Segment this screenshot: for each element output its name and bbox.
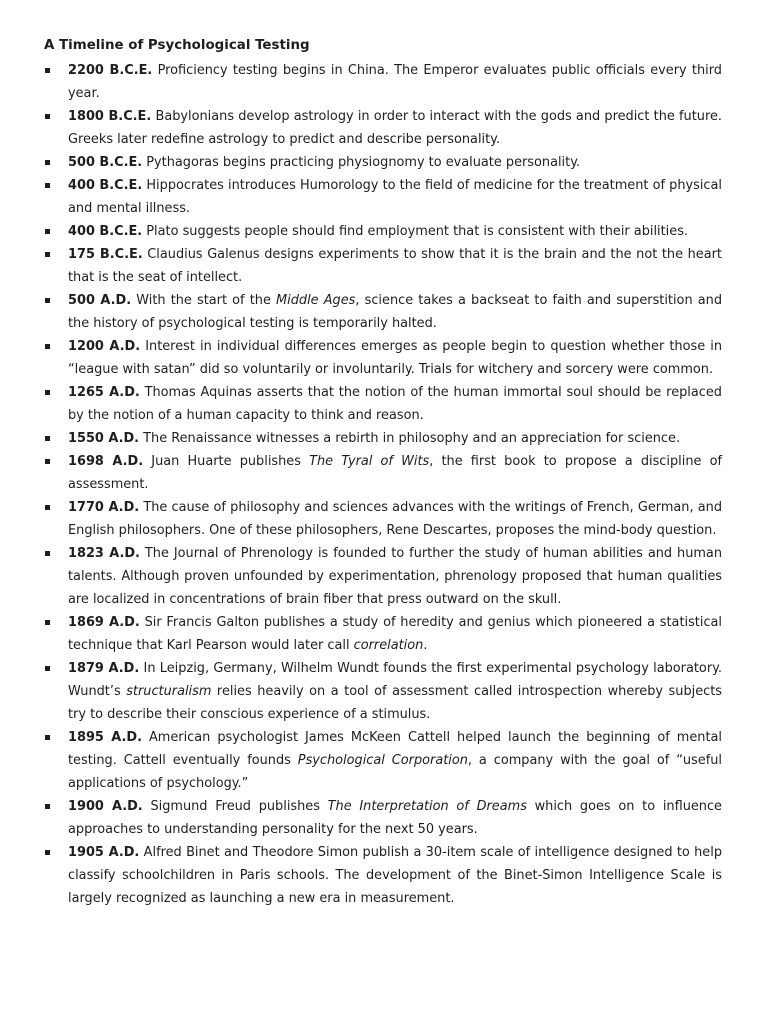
entry-year: 2200 B.C.E. <box>68 63 153 78</box>
entry-text: Juan Huarte publishes <box>143 454 310 469</box>
entry-emphasis: structuralism <box>126 684 212 699</box>
timeline-entry <box>44 496 722 542</box>
entry-year: 500 A.D. <box>68 293 132 308</box>
entry-text: The Renaissance witnesses a rebirth in philosophy and an appreciation for science. <box>139 431 681 446</box>
bullet-icon <box>45 160 50 165</box>
entry-emphasis: Middle Ages <box>276 293 356 308</box>
entry-year: 1869 A.D. <box>68 615 140 630</box>
timeline-entry <box>44 174 722 220</box>
entry-year: 1823 A.D. <box>68 546 140 561</box>
bullet-icon <box>45 68 50 73</box>
bullet-icon <box>45 666 50 671</box>
entry-text: Plato suggests people should find employment that is consistent with their abilities. <box>142 224 689 239</box>
timeline-entry <box>44 243 722 289</box>
entry-text: Alfred Binet and Theodore Simon publish a 30-item scale of intelligence designed to help classify schoolchildren in Paris schools. The development of the Binet-Simon Intelligence Scale is largely recognized as launching a new era in measurement. <box>68 845 722 906</box>
entry-year: 1879 A.D. <box>68 661 140 676</box>
bullet-icon <box>45 114 50 119</box>
bullet-icon <box>45 505 50 510</box>
entry-year: 1200 A.D. <box>68 339 141 354</box>
entry-emphasis: The Interpretation of Dreams <box>327 799 527 814</box>
timeline-entry <box>44 841 722 910</box>
entry-emphasis: Psychological Corporation <box>297 753 468 768</box>
entry-text: The cause of philosophy and sciences advances with the writings of French, German, and English philosophers. One of these philosophers, Rene Descartes, proposes the mind-body question. <box>68 500 722 538</box>
timeline-entry <box>44 105 722 151</box>
entry-text: Proficiency testing begins in China. The Emperor evaluates public officials every third year. <box>68 63 722 101</box>
bullet-icon <box>45 252 50 257</box>
timeline-entry <box>44 542 722 611</box>
entry-text: Hippocrates introduces Humorology to the field of medicine for the treatment of physical and mental illness. <box>68 178 722 216</box>
entry-text: , science takes a backseat to faith and superstition and the history of psychological testing is temporarily halted. <box>68 293 723 331</box>
entry-emphasis: The Tyral of Wits <box>309 454 430 469</box>
entry-year: 1770 A.D. <box>68 500 140 515</box>
entry-text: , a company with the goal of “useful applications of psychology.” <box>68 753 722 791</box>
entry-year: 1900 A.D. <box>68 799 143 814</box>
entry-year: 1550 A.D. <box>68 431 140 446</box>
entry-text: Sigmund Freud publishes <box>142 799 328 814</box>
entry-text: Thomas Aquinas asserts that the notion of the human immortal soul should be replaced by the notion of a human capacity to think and reason. <box>68 385 722 423</box>
bullet-icon <box>45 459 50 464</box>
bullet-icon <box>45 344 50 349</box>
entry-year: 1265 A.D. <box>68 385 140 400</box>
entry-year: 175 B.C.E. <box>68 247 143 262</box>
timeline-entry <box>44 726 722 795</box>
bullet-icon <box>45 390 50 395</box>
timeline-entry <box>44 289 722 335</box>
entry-year: 1800 B.C.E. <box>68 109 152 124</box>
entry-text: Sir Francis Galton publishes a study of heredity and genius which pioneered a statistical technique that Karl Pearson would later call <box>68 615 723 653</box>
timeline-entry <box>44 795 722 841</box>
entry-year: 400 B.C.E. <box>68 178 143 193</box>
entry-year: 1905 A.D. <box>68 845 140 860</box>
entry-text: The Journal of Phrenology is founded to further the study of human abilities and human talents. Although proven unfounded by experimentation, phrenology proposed that human qualities are localized in concentrations of brain fiber that press outward on the skull. <box>68 546 723 607</box>
entry-text: In Leipzig, Germany, Wilhelm Wundt founds the first experimental psychology laboratory. Wundt’s <box>68 661 723 699</box>
bullet-icon <box>45 298 50 303</box>
timeline-entry <box>44 335 722 381</box>
entry-text: With the start of the <box>131 293 277 308</box>
entry-text: which goes on to influence approaches to understanding personality for the next 50 years. <box>68 799 722 837</box>
bullet-icon <box>45 183 50 188</box>
entry-text: relies heavily on a tool of assessment called introspection whereby subjects try to describe their conscious experience of a stimulus. <box>68 684 722 722</box>
bullet-icon <box>45 436 50 441</box>
bullet-icon <box>45 804 50 809</box>
entry-text: Claudius Galenus designs experiments to show that it is the brain and the not the heart that is the seat of intellect. <box>68 247 722 285</box>
entry-text: . <box>423 638 428 653</box>
entry-year: 400 B.C.E. <box>68 224 143 239</box>
bullet-icon <box>45 620 50 625</box>
bullet-icon <box>45 735 50 740</box>
bullet-icon <box>45 551 50 556</box>
timeline-entry <box>44 59 722 105</box>
entry-text: American psychologist James McKeen Cattell helped launch the beginning of mental testing. Cattell eventually founds <box>68 730 722 768</box>
bullet-icon <box>45 850 50 855</box>
timeline-entry <box>44 381 722 427</box>
timeline-entry <box>44 657 722 726</box>
timeline-entry <box>44 151 722 174</box>
entry-year: 1895 A.D. <box>68 730 142 745</box>
entry-emphasis: correlation <box>353 638 424 653</box>
document-title: A Timeline of Psychological Testing <box>44 38 310 53</box>
entry-text: Interest in individual differences emerges as people begin to question whether those in “league with satan” did so voluntarily or involuntarily. Trials for witchery and sorcery were common. <box>68 339 722 377</box>
entry-text: , the first book to propose a discipline of assessment. <box>68 454 723 492</box>
timeline-list <box>44 59 722 910</box>
entry-year: 500 B.C.E. <box>68 155 143 170</box>
timeline-entry <box>44 450 722 496</box>
bullet-icon <box>45 229 50 234</box>
timeline-entry <box>44 611 722 657</box>
timeline-entry <box>44 427 722 450</box>
entry-text: Pythagoras begins practicing physiognomy to evaluate personality. <box>142 155 581 170</box>
timeline-entry <box>44 220 722 243</box>
entry-text: Babylonians develop astrology in order to interact with the gods and predict the future. Greeks later redefine astrology to predict and describe personality. <box>68 109 722 147</box>
entry-year: 1698 A.D. <box>68 454 144 469</box>
